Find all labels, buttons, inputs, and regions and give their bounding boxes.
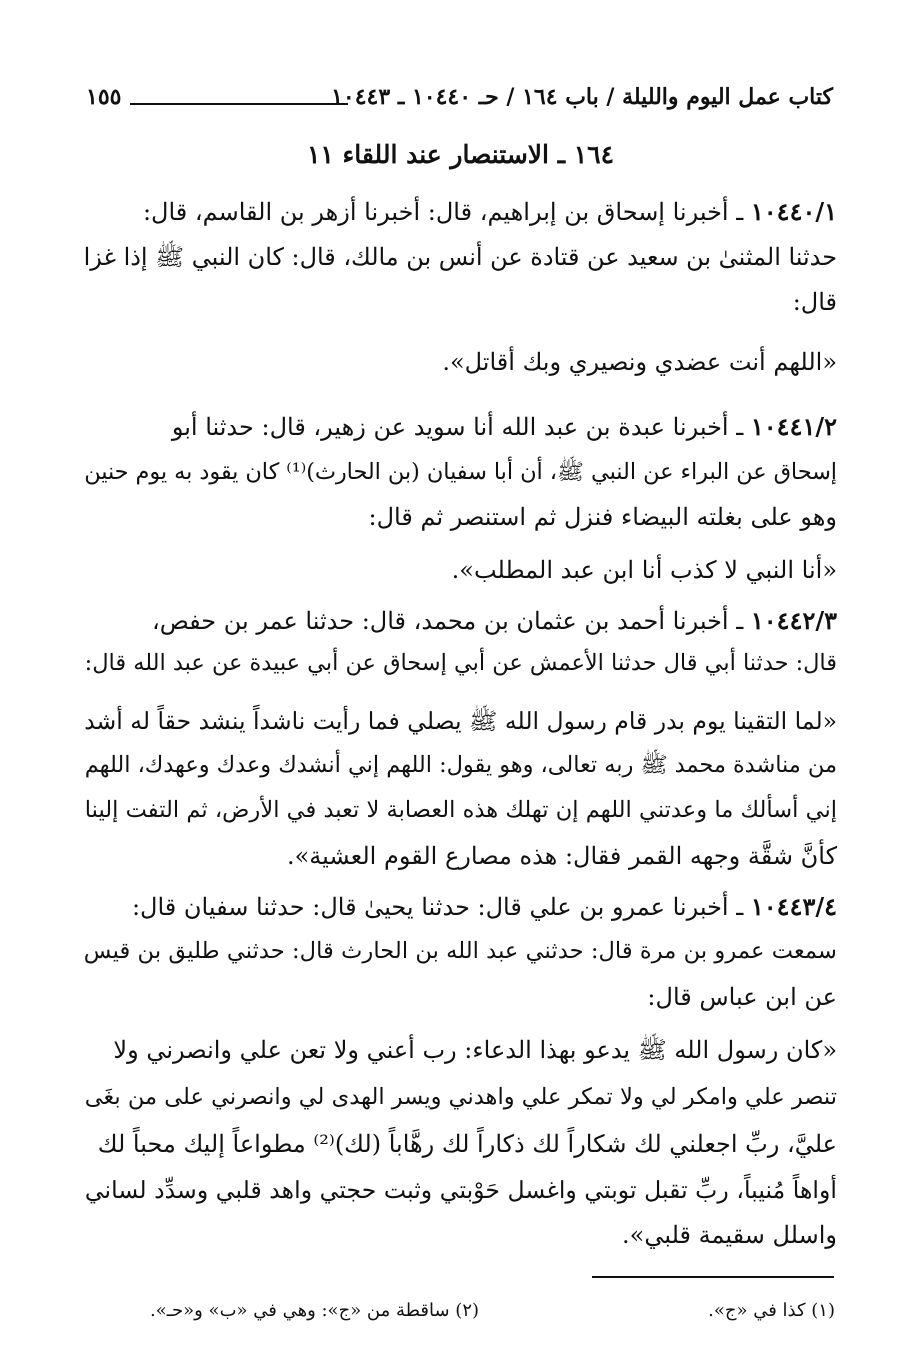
- header-rule: [130, 103, 348, 105]
- hadith-4-quote-line-2: تنصر علي وامكر لي ولا تمكر علي واهدني ويسر الهدى لي وانصرني على من بغَى: [84, 1084, 837, 1110]
- page-number: ١٥٥: [86, 84, 122, 110]
- section-title: ١٦٤ ـ الاستنصار عند اللقاء ١١: [306, 140, 615, 169]
- hadith-4-quote-line-3: عليَّ، ربِّ اجعلني لك شكاراً لك ذكاراً لك رهَّاباً (لك)⁽²⁾ مطواعاً إليك محباً لك: [97, 1130, 837, 1158]
- hadith-2-line-3: وهو على بغلته البيضاء فنزل ثم استنصر ثم قال:: [368, 503, 837, 531]
- running-header-title: كتاب عمل اليوم والليلة / باب ١٦٤ / حـ ١٠٤٤٠ ـ ١٠٤٤٣: [331, 84, 833, 110]
- hadith-1-quote: «اللهم أنت عضدي ونصيري وبك أقاتل».: [442, 348, 837, 376]
- hadith-4-quote-line-4: أواهاً مُنيباً، ربِّ تقبل توبتي واغسل حَوْبتي وثبت حجتي واهد قلبي وسدِّد لساني: [84, 1176, 837, 1204]
- hadith-4-line-1: [132, 893, 837, 922]
- footnote-rule: [592, 1276, 834, 1278]
- footnote-2: (٢) ساقطة من «ج»: وهي في «ب» و«حـ».: [150, 1300, 480, 1321]
- hadith-2-line-1: [172, 413, 837, 442]
- hadith-1-line-3: قال:: [792, 288, 837, 316]
- hadith-1-line-1-text: ـ أخبرنا إسحاق بن إبراهيم، قال: أخبرنا أزهر بن القاسم، قال:: [142, 198, 744, 226]
- hadith-3-quote-line-2: من مناشدة محمد ﷺ ربه تعالى، وهو يقول: اللهم إني أنشدك وعدك وعهدك، اللهم: [84, 752, 837, 778]
- hadith-2-quote: «أنا النبي لا كذب أنا ابن عبد المطلب».: [451, 556, 837, 584]
- hadith-1-line-1: [143, 198, 837, 227]
- hadith-1-number: ١٠٤٤٠/١: [750, 197, 837, 226]
- hadith-3-number: ١٠٤٤٢/٣: [750, 606, 837, 635]
- hadith-3-quote-line-1: «لما التقينا يوم بدر قام رسول الله ﷺ يصلي فما رأيت ناشداً ينشد حقاً له أشد: [84, 707, 837, 735]
- hadith-1-line-2: حدثنا المثنىٰ بن سعيد عن قتادة عن أنس بن مالك، قال: كان النبي ﷺ إذا غزا: [83, 243, 837, 271]
- hadith-3-quote-line-3: إني أسألك ما وعدتني اللهم إن تهلك هذه العصابة لا تعبد في الأرض، ثم التفت إلينا: [84, 797, 837, 823]
- hadith-4-quote-line-5: واسلل سقيمة قلبي».: [622, 1221, 837, 1249]
- hadith-3-line-2: قال: حدثنا أبي قال حدثنا الأعمش عن أبي إسحاق عن أبي عبيدة عن عبد الله قال:: [84, 650, 837, 676]
- hadith-3-line-1-text: ـ أخبرنا أحمد بن عثمان بن محمد، قال: حدثنا عمر بن حفص،: [152, 607, 744, 635]
- hadith-3-line-1: [152, 607, 837, 636]
- hadith-3-quote-line-4: كأنَّ شقَّة وجهه القمر فقال: هذه مصارع القوم العشية».: [286, 842, 837, 870]
- footnote-1: (١) كذا في «ج».: [708, 1300, 835, 1321]
- hadith-2-line-1-text: ـ أخبرنا عبدة بن عبد الله أنا سويد عن زهير، قال: حدثنا أبو: [171, 413, 744, 441]
- hadith-4-quote-line-1: «كان رسول الله ﷺ يدعو بهذا الدعاء: رب أعني ولا تعن علي وانصرني ولا: [113, 1036, 837, 1064]
- hadith-4-line-3: عن ابن عباس قال:: [647, 983, 837, 1011]
- hadith-2-line-2: إسحاق عن البراء عن النبي ﷺ، أن أبا سفيان (بن الحارث)⁽¹⁾ كان يقود به يوم حنين: [84, 459, 837, 485]
- hadith-4-line-2: سمعت عمرو بن مرة قال: حدثني عبد الله بن الحارث قال: حدثني طليق بن قيس: [83, 938, 837, 964]
- hadith-2-number: ١٠٤٤١/٢: [750, 412, 837, 441]
- hadith-4-number: ١٠٤٤٣/٤: [750, 892, 837, 921]
- hadith-4-line-1-text: ـ أخبرنا عمرو بن علي قال: حدثنا يحيىٰ قال: حدثنا سفيان قال:: [131, 893, 744, 921]
